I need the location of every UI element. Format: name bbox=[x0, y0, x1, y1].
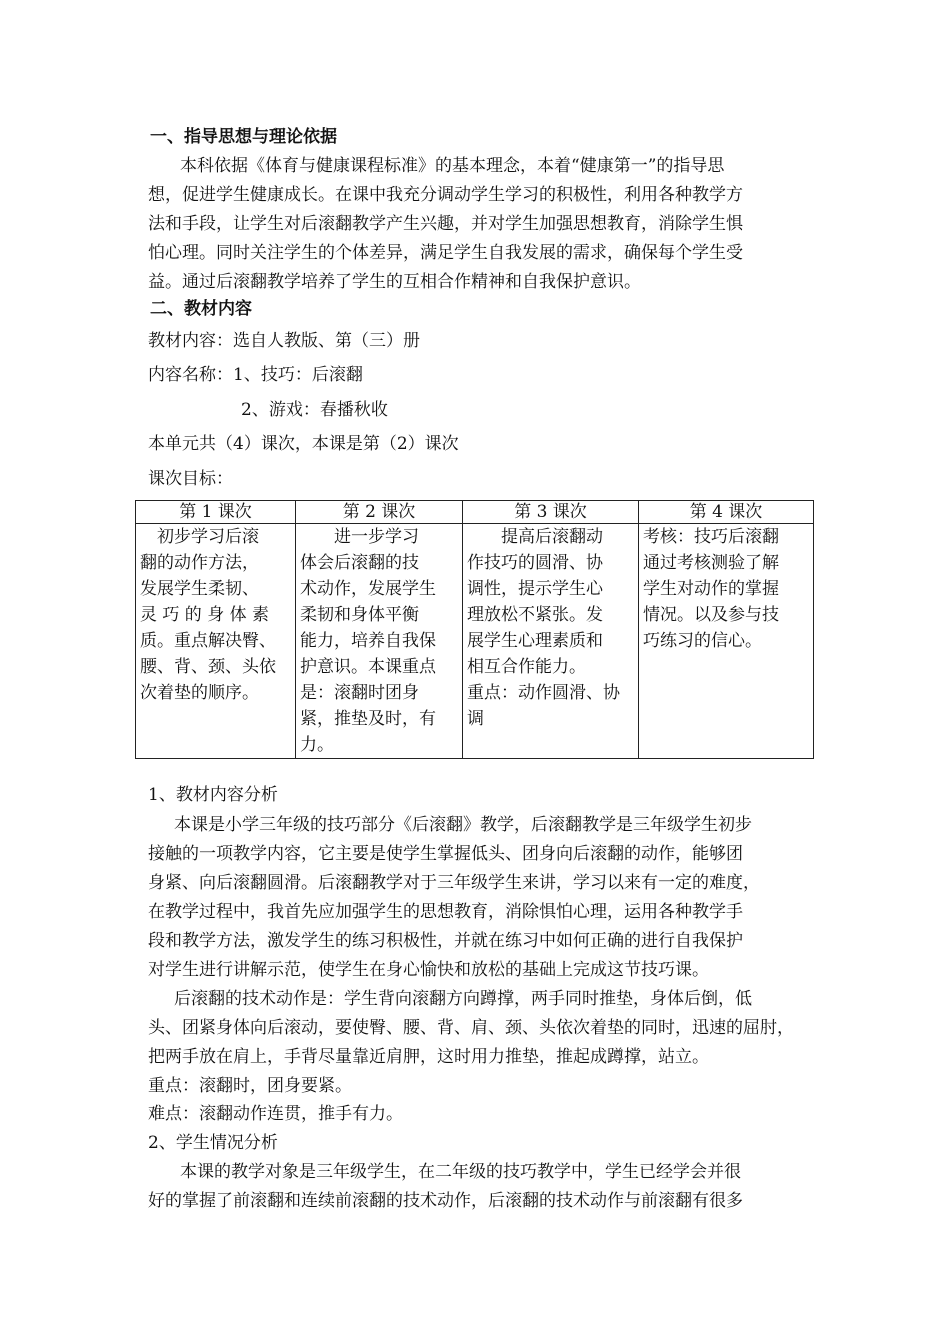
analysis-line: 头、团紧身体向后滚动，要使臀、腰、背、肩、颈、头依次着垫的同时，迅速的屈肘， bbox=[148, 1018, 794, 1038]
analysis-heading: 1、教材内容分析 bbox=[148, 785, 278, 805]
table-cell-lesson-1 bbox=[136, 524, 296, 759]
table-header-cell: 第 3 课次 bbox=[463, 501, 639, 524]
analysis-line: 身紧、向后滚翻圆滑。后滚翻教学对于三年级学生来讲，学习以来有一定的难度， bbox=[148, 873, 760, 893]
cell-line: 柔韧和身体平衡 bbox=[300, 605, 419, 625]
goals-label: 课次目标： bbox=[148, 469, 233, 489]
table-header-cell: 第 1 课次 bbox=[136, 501, 296, 524]
cell-line: 重点：动作圆滑、协 bbox=[467, 683, 620, 703]
cell-line: 紧，推垫及时，有 bbox=[300, 709, 436, 729]
cell-line: 是：滚翻时团身 bbox=[300, 683, 419, 703]
cell-line: 翻的动作方法， bbox=[140, 553, 259, 573]
lesson-goals-table bbox=[135, 500, 814, 759]
table-row bbox=[136, 524, 814, 759]
cell-line: 灵 巧 的 身 体 素 bbox=[140, 605, 270, 625]
analysis-line: 后滚翻的技术动作是：学生背向滚翻方向蹲撑，两手同时推垫，身体后倒，低 bbox=[174, 989, 752, 1009]
cell-line: 调 bbox=[467, 709, 484, 729]
table-header-cell: 第 2 课次 bbox=[296, 501, 463, 524]
cell-line: 进一步学习 bbox=[334, 527, 419, 547]
cell-line: 相互合作能力。 bbox=[467, 657, 586, 677]
students-line: 好的掌握了前滚翻和连续前滚翻的技术动作，后滚翻的技术动作与前滚翻有很多 bbox=[148, 1191, 743, 1211]
unit-lessons: 本单元共（4）课次，本课是第（2）课次 bbox=[148, 434, 459, 454]
content-name-1: 内容名称：1、技巧：后滚翻 bbox=[148, 365, 363, 385]
analysis-line: 段和教学方法，激发学生的练习积极性，并就在练习中如何正确的进行自我保护 bbox=[148, 931, 743, 951]
cell-line: 护意识。本课重点 bbox=[300, 657, 436, 677]
cell-line: 次着垫的顺序。 bbox=[140, 683, 259, 703]
analysis-line: 把两手放在肩上，手背尽量靠近肩胛，这时用力推垫，推起成蹲撑，站立。 bbox=[148, 1047, 709, 1067]
material-source: 教材内容：选自人教版、第（三）册 bbox=[148, 331, 420, 351]
cell-line: 初步学习后滚 bbox=[157, 527, 259, 547]
cell-line: 情况。以及参与技 bbox=[643, 605, 779, 625]
cell-line: 腰、背、颈、头依 bbox=[140, 657, 276, 677]
analysis-line: 对学生进行讲解示范，使学生在身心愉快和放松的基础上完成这节技巧课。 bbox=[148, 960, 709, 980]
key-point: 重点：滚翻时，团身要紧。 bbox=[148, 1076, 352, 1096]
table-header-cell: 第 4 课次 bbox=[639, 501, 814, 524]
cell-line: 调性，提示学生心 bbox=[467, 579, 603, 599]
cell-line: 巧练习的信心。 bbox=[643, 631, 762, 651]
cell-line: 能力，培养自我保 bbox=[300, 631, 436, 651]
section2-heading: 二、教材内容 bbox=[150, 299, 252, 319]
cell-line: 理放松不紧张。发 bbox=[467, 605, 603, 625]
cell-line: 考核：技巧后滚翻 bbox=[643, 527, 779, 547]
table-cell-lesson-3 bbox=[463, 524, 639, 759]
cell-line: 力。 bbox=[300, 735, 334, 755]
analysis-line: 本课是小学三年级的技巧部分《后滚翻》教学，后滚翻教学是三年级学生初步 bbox=[174, 815, 752, 835]
cell-line: 发展学生柔韧、 bbox=[140, 579, 259, 599]
table-header-row bbox=[136, 501, 814, 524]
section1-line: 想，促进学生健康成长。在课中我充分调动学生学习的积极性，利用各种教学方 bbox=[148, 185, 743, 205]
analysis-line: 在教学过程中，我首先应加强学生的思想教育，消除惧怕心理，运用各种教学手 bbox=[148, 902, 743, 922]
table-cell-lesson-2 bbox=[296, 524, 463, 759]
cell-line: 术动作，发展学生 bbox=[300, 579, 436, 599]
section1-line: 益。通过后滚翻教学培养了学生的互相合作精神和自我保护意识。 bbox=[148, 272, 641, 292]
content-name-2: 2、游戏：春播秋收 bbox=[241, 400, 388, 420]
cell-line: 质。重点解决臀、 bbox=[140, 631, 276, 651]
cell-line: 作技巧的圆滑、协 bbox=[467, 553, 603, 573]
difficulty-point: 难点：滚翻动作连贯，推手有力。 bbox=[148, 1104, 403, 1124]
cell-line: 通过考核测验了解 bbox=[643, 553, 779, 573]
students-line: 本课的教学对象是三年级学生，在二年级的技巧教学中，学生已经学会并很 bbox=[180, 1162, 741, 1182]
cell-line: 学生对动作的掌握 bbox=[643, 579, 779, 599]
analysis-line: 接触的一项教学内容，它主要是使学生掌握低头、团身向后滚翻的动作，能够团 bbox=[148, 844, 743, 864]
cell-line: 展学生心理素质和 bbox=[467, 631, 603, 651]
section1-line: 本科依据《体育与健康课程标准》的基本理念，本着“健康第一”的指导思 bbox=[180, 156, 725, 176]
cell-line: 体会后滚翻的技 bbox=[300, 553, 419, 573]
cell-line: 提高后滚翻动 bbox=[501, 527, 603, 547]
students-heading: 2、学生情况分析 bbox=[148, 1133, 278, 1153]
section1-line: 怕心理。同时关注学生的个体差异，满足学生自我发展的需求，确保每个学生受 bbox=[148, 243, 743, 263]
section1-line: 法和手段，让学生对后滚翻教学产生兴趣，并对学生加强思想教育，消除学生惧 bbox=[148, 214, 743, 234]
table-cell-lesson-4 bbox=[639, 524, 814, 759]
section1-heading: 一、指导思想与理论依据 bbox=[150, 127, 337, 147]
